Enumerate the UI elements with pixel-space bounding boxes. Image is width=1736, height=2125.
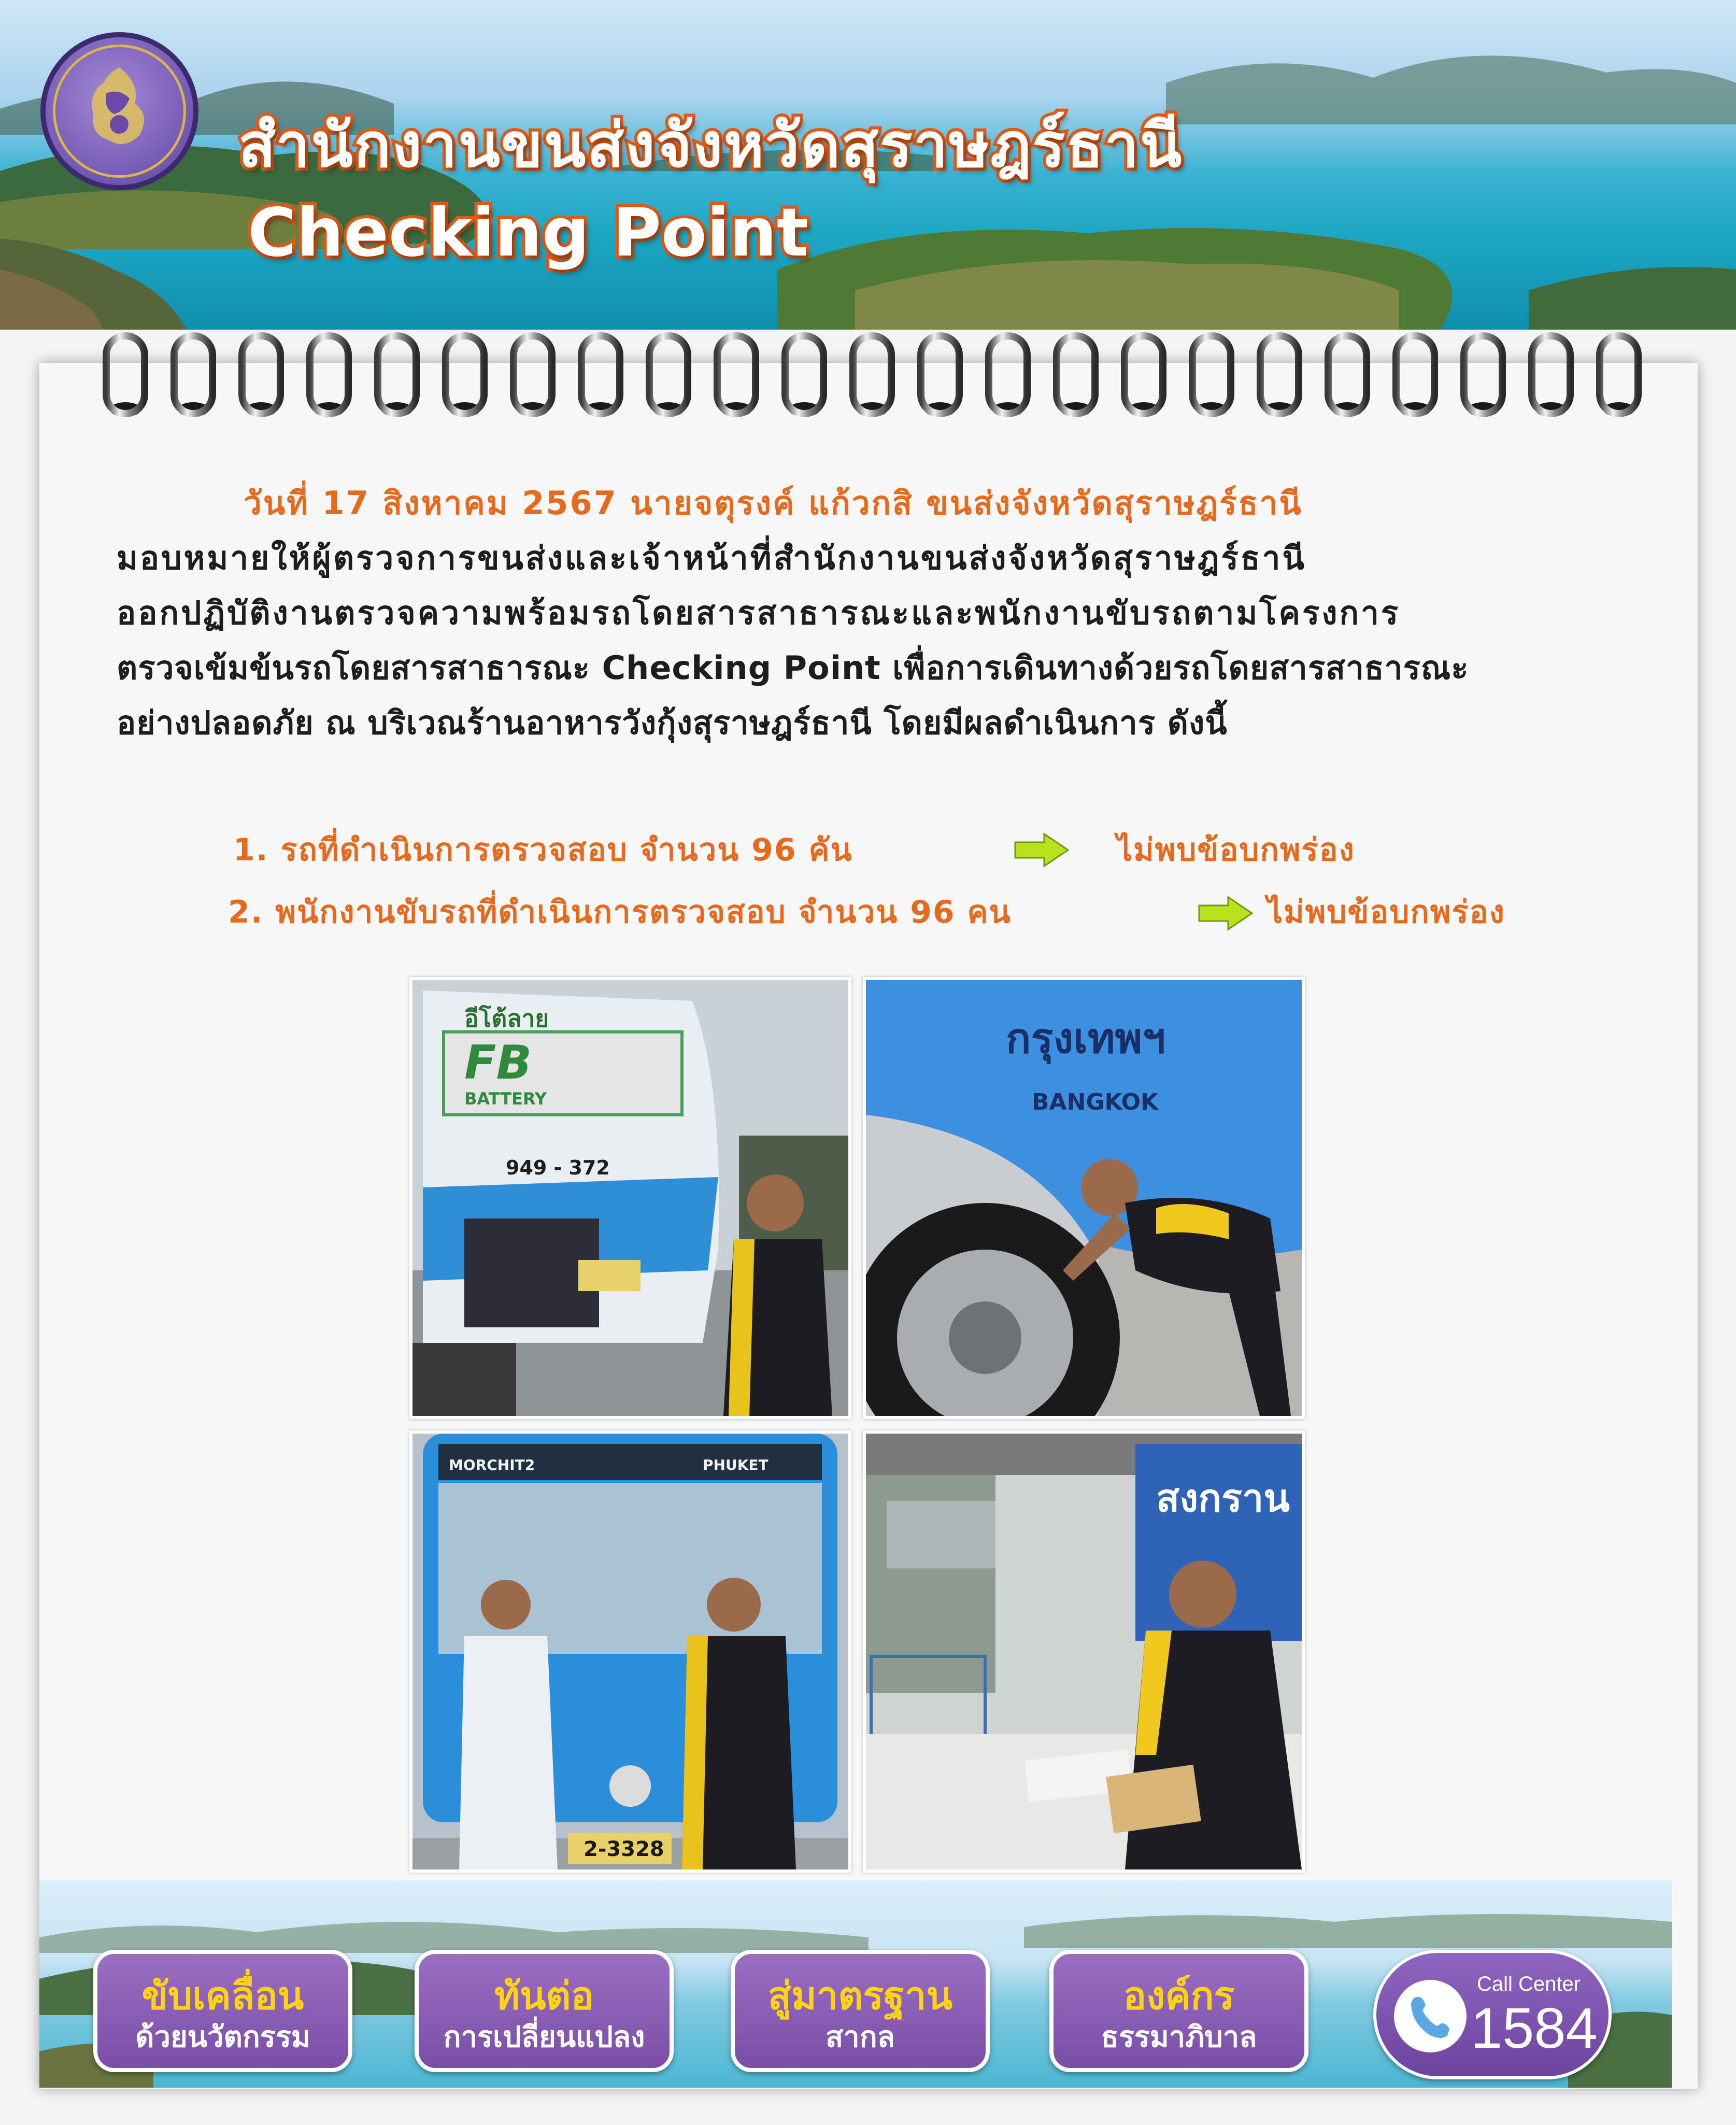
- bus-brand-text: FB: [464, 1036, 532, 1090]
- badge-standard-top: สู่มาตรฐาน: [767, 1974, 953, 2018]
- bus-plate-number: 2-3328: [584, 1837, 664, 1861]
- badge-innovation: [93, 1950, 352, 2072]
- arrow-right-icon: [1197, 895, 1254, 931]
- binding-ring: [1532, 336, 1570, 417]
- result-2-label: 2. พนักงานขับรถที่ดำเนินการตรวจสอบ จำนวน 96 คน: [228, 894, 1012, 930]
- binding-ring: [1192, 336, 1231, 417]
- call-center-label: Call Center: [1477, 1973, 1581, 1995]
- photo-wheel-inspection: [863, 977, 1305, 1419]
- binding-ring: [785, 336, 823, 417]
- photo-officer-writing: [863, 1430, 1305, 1873]
- binding-ring: [106, 336, 145, 417]
- header-subtitle: Checking Point: [248, 194, 808, 272]
- header-title: สำนักงานขนส่งจังหวัดสุราษฎร์ธานี: [238, 109, 1183, 181]
- binding-ring: [514, 336, 552, 417]
- binding-ring: [1328, 336, 1367, 417]
- badge-governance-top: องค์กร: [1123, 1974, 1235, 2018]
- binding-ring: [310, 336, 348, 417]
- badge-change-top: ทันต่อ: [494, 1974, 594, 2018]
- spiral-binding: [101, 332, 1645, 425]
- binding-ring: [174, 336, 212, 417]
- binding-ring: [1260, 336, 1299, 417]
- binding-ring: [1464, 336, 1502, 417]
- arrow-right-icon: [1013, 832, 1070, 868]
- badge-change: [415, 1950, 674, 2072]
- badge-standard-bottom: สากล: [826, 2020, 895, 2054]
- result-1-label: 1. รถที่ดำเนินการตรวจสอบ จำนวน 96 คัน: [233, 832, 853, 868]
- intro-line-2: ออกปฏิบัติงานตรวจความพร้อมรถโดยสารสาธารณะและพนักงานขับรถตามโครงการ: [117, 594, 1401, 632]
- binding-ring: [581, 336, 620, 417]
- binding-ring: [921, 336, 959, 417]
- binding-ring: [1125, 336, 1163, 417]
- badge-change-bottom: การเปลี่ยนแปลง: [443, 2020, 645, 2054]
- binding-ring: [1396, 336, 1434, 417]
- bus-sign-text: อีโต้ลาย: [464, 1004, 549, 1032]
- binding-ring: [378, 336, 416, 417]
- binding-ring: [649, 336, 688, 417]
- binding-ring: [1600, 336, 1638, 417]
- bus-plate-number: 949 - 372: [506, 1156, 610, 1179]
- result-2-outcome: ไม่พบข้อบกพร่อง: [1267, 894, 1505, 930]
- badge-governance: [1049, 1950, 1308, 2072]
- bus-sign-en-text: BANGKOK: [1032, 1089, 1159, 1115]
- call-center-number: 1584: [1471, 1996, 1598, 2060]
- phone-icon: [1391, 1977, 1469, 2055]
- binding-ring: [989, 336, 1027, 417]
- result-1-outcome: ไม่พบข้อบกพร่อง: [1117, 832, 1355, 868]
- intro-line-4: อย่างปลอดภัย ณ บริเวณร้านอาหารวังกุ้งสุราษฎร์ธานี โดยมีผลดำเนินการ ดังนี้: [117, 704, 1228, 742]
- badge-standard: [731, 1950, 990, 2072]
- badge-innovation-bottom: ด้วยนวัตกรรม: [135, 2020, 310, 2054]
- binding-ring: [446, 336, 484, 417]
- header-banner: [0, 0, 1736, 330]
- binding-ring: [242, 336, 280, 417]
- badge-governance-bottom: ธรรมาภิบาล: [1101, 2020, 1257, 2054]
- route-left-text: MORCHIT2: [449, 1456, 535, 1474]
- intro-line-3: ตรวจเข้มข้นรถโดยสารสาธารณะ Checking Point เพื่อการเดินทางด้วยรถโดยสารสาธารณะ: [117, 649, 1469, 687]
- photo-officers-bus-front: [409, 1430, 851, 1873]
- intro-date-line: วันที่ 17 สิงหาคม 2567 นายจตุรงค์ แก้วกสิ ขนส่งจังหวัดสุราษฎร์ธานี: [244, 484, 1303, 522]
- intro-line-1: มอบหมายให้ผู้ตรวจการขนส่งและเจ้าหน้าที่สำนักงานขนส่งจังหวัดสุราษฎร์ธานี: [117, 539, 1306, 577]
- bus-brand-sub-text: BATTERY: [464, 1089, 547, 1109]
- seal-emblem-icon: [78, 62, 161, 155]
- badge-innovation-top: ขับเคลื่อน: [141, 1974, 304, 2018]
- binding-ring: [853, 336, 891, 417]
- bus-sign-text: กรุงเทพฯ: [1006, 1014, 1166, 1062]
- photo-bus-rear: [409, 977, 851, 1419]
- sign-text: สงกราน: [1156, 1476, 1290, 1521]
- binding-ring: [1057, 336, 1095, 417]
- binding-ring: [717, 336, 756, 417]
- route-right-text: PHUKET: [703, 1456, 769, 1474]
